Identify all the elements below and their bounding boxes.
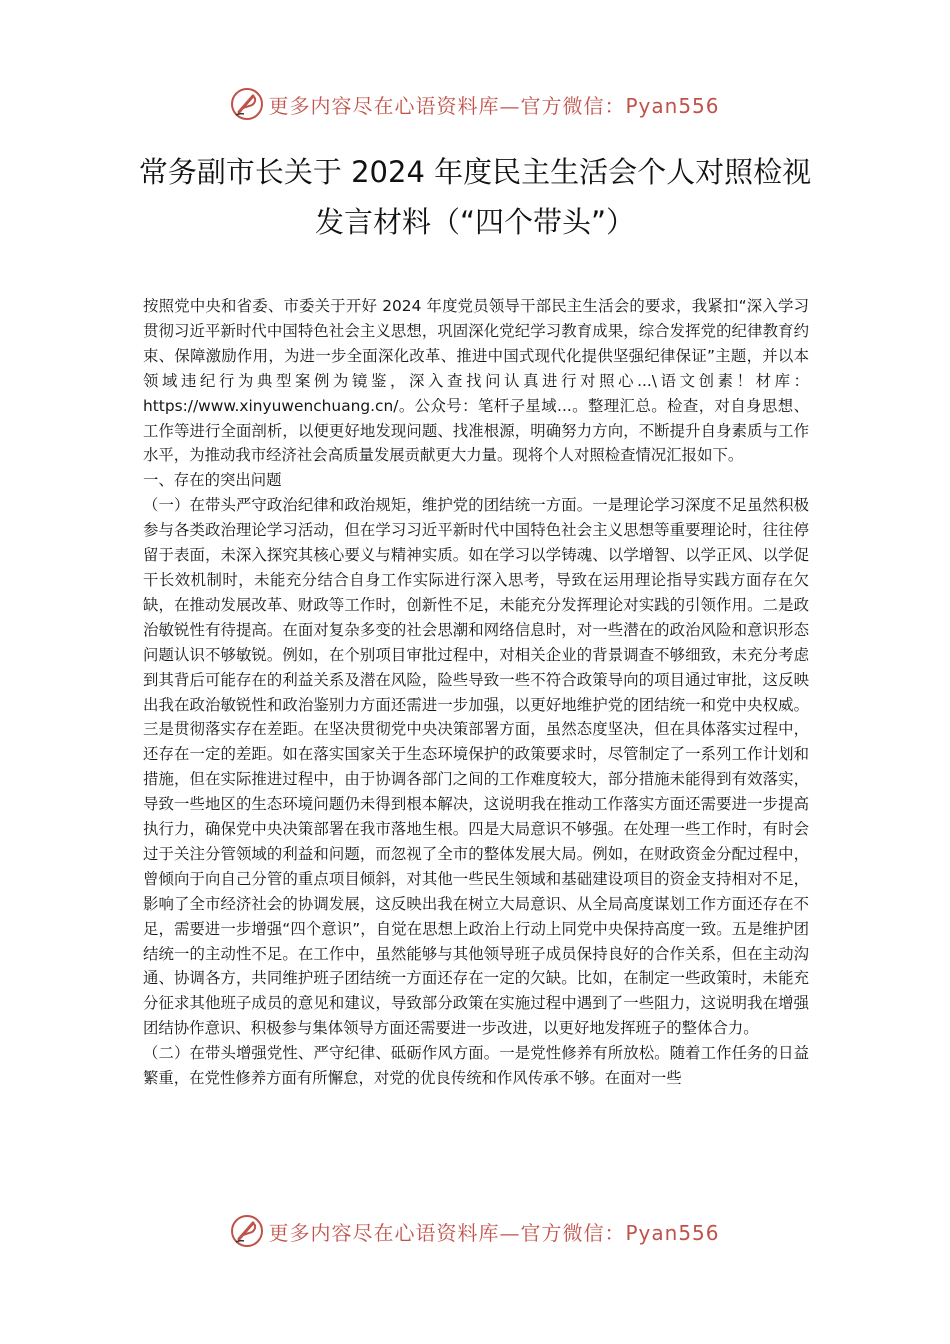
watermark-text: [268, 90, 719, 119]
watermark-wechat-id: Pyan556: [625, 1220, 720, 1245]
section-heading-1: 一、存在的突出问题: [143, 471, 282, 490]
watermark-text: [268, 1217, 719, 1246]
title-line-2: 发言材料（“四个带头”）: [314, 205, 636, 239]
document-body: [143, 294, 809, 1091]
watermark-wechat-label: 官方微信：: [520, 93, 626, 118]
watermark-main: 更多内容尽在心语资料库: [268, 93, 500, 118]
footer-watermark: [0, 1211, 950, 1251]
header-watermark: [0, 84, 950, 124]
quill-logo-icon: [230, 87, 264, 121]
title-line-1: 常务副市长关于 2024 年度民主生活会个人对照检视: [138, 155, 812, 189]
page-title: [100, 147, 850, 247]
watermark-main: 更多内容尽在心语资料库: [268, 1220, 500, 1245]
watermark-separator: —: [499, 1220, 521, 1245]
watermark-separator: —: [499, 93, 521, 118]
paragraph-2: （二）在带头增强党性、严守纪律、砥砺作风方面。一是党性修养有所放松。随着工作任务的日益繁重，在党性修养方面有所懈怠，对党的优良传统和作风传承不够。在面对一些: [143, 1044, 809, 1088]
quill-logo-icon: [230, 1214, 264, 1248]
watermark-wechat-id: Pyan556: [625, 93, 720, 118]
intro-paragraph: 按照党中央和省委、市委关于开好 2024 年度党员领导干部民主生活会的要求，我紧扣“深入学习贯彻习近平新时代中国特色社会主义思想，巩固深化党纪学习教育成果，综合发挥党的纪律教育约束、保障激励作用，为进一步全面深化改革、推进中国式现代化提供坚强纪律保证”主题，并以本领域违纪行为典型案例为镜鉴，深入查找问认真进行对照心...\语文创素！材库：https://www.xinyuwenchuang.cn/。公众号：笔杆子星域...。整理汇总。检查，对自身思想、工作等进行全面剖析，以便更好地发现问题、找准根源，明确努力方向，不断提升自身素质与工作水平，为推动我市经济社会高质量发展贡献更大力量。现将个人对照检查情况汇报如下。: [143, 297, 809, 465]
watermark-wechat-label: 官方微信：: [520, 1220, 626, 1245]
paragraph-1: （一）在带头严守政治纪律和政治规矩，维护党的团结统一方面。一是理论学习深度不足虽然积极参与各类政治理论学习活动，但在学习习近平新时代中国特色社会主义思想等重要理论时，往往停留于表面，未深入探究其核心要义与精神实质。如在学习以学铸魂、以学增智、以学正风、以学促干长效机制时，未能充分结合自身工作实际进行深入思考，导致在运用理论指导实践方面存在欠缺，在推动发展改革、财政等工作时，创新性不足，未能充分发挥理论对实践的引领作用。二是政治敏锐性有待提高。在面对复杂多变的社会思潮和网络信息时，对一些潜在的政治风险和意识形态问题认识不够敏锐。例如，在个别项目审批过程中，对相关企业的背景调查不够细致，未充分考虑到其背后可能存在的利益关系及潜在风险，险些导致一些不符合政策导向的项目通过审批，这反映出我在政治敏锐性和政治鉴别力方面还需进一步加强，以更好地维护党的团结统一和党中央权威。三是贯彻落实存在差距。在坚决贯彻党中央决策部署方面，虽然态度坚决，但在具体落实过程中，还存在一定的差距。如在落实国家关于生态环境保护的政策要求时，尽管制定了一系列工作计划和措施，但在实际推进过程中，由于协调各部门之间的工作难度较大，部分措施未能得到有效落实，导致一些地区的生态环境问题仍未得到根本解决，这说明我在推动工作落实方面还需要进一步提高执行力，确保党中央决策部署在我市落地生根。四是大局意识不够强。在处理一些工作时，有时会过于关注分管领域的利益和问题，而忽视了全市的整体发展大局。例如，在财政资金分配过程中，曾倾向于向自己分管的重点项目倾斜，对其他一些民生领域和基础建设项目的资金支持相对不足，影响了全市经济社会的协调发展，这反映出我在树立大局意识、从全局高度谋划工作方面还存在不足，需要进一步增强“四个意识”，自觉在思想上政治上行动上同党中央保持高度一致。五是维护团结统一的主动性不足。在工作中，虽然能够与其他领导班子成员保持良好的合作关系，但在主动沟通、协调各方，共同维护班子团结统一方面还存在一定的欠缺。比如，在制定一些政策时，未能充分征求其他班子成员的意见和建议，导致部分政策在实施过程中遇到了一些阻力，这说明我在增强团结协作意识、积极参与集体领导方面还需要进一步改进，以更好地发挥班子的整体合力。: [143, 496, 809, 1038]
